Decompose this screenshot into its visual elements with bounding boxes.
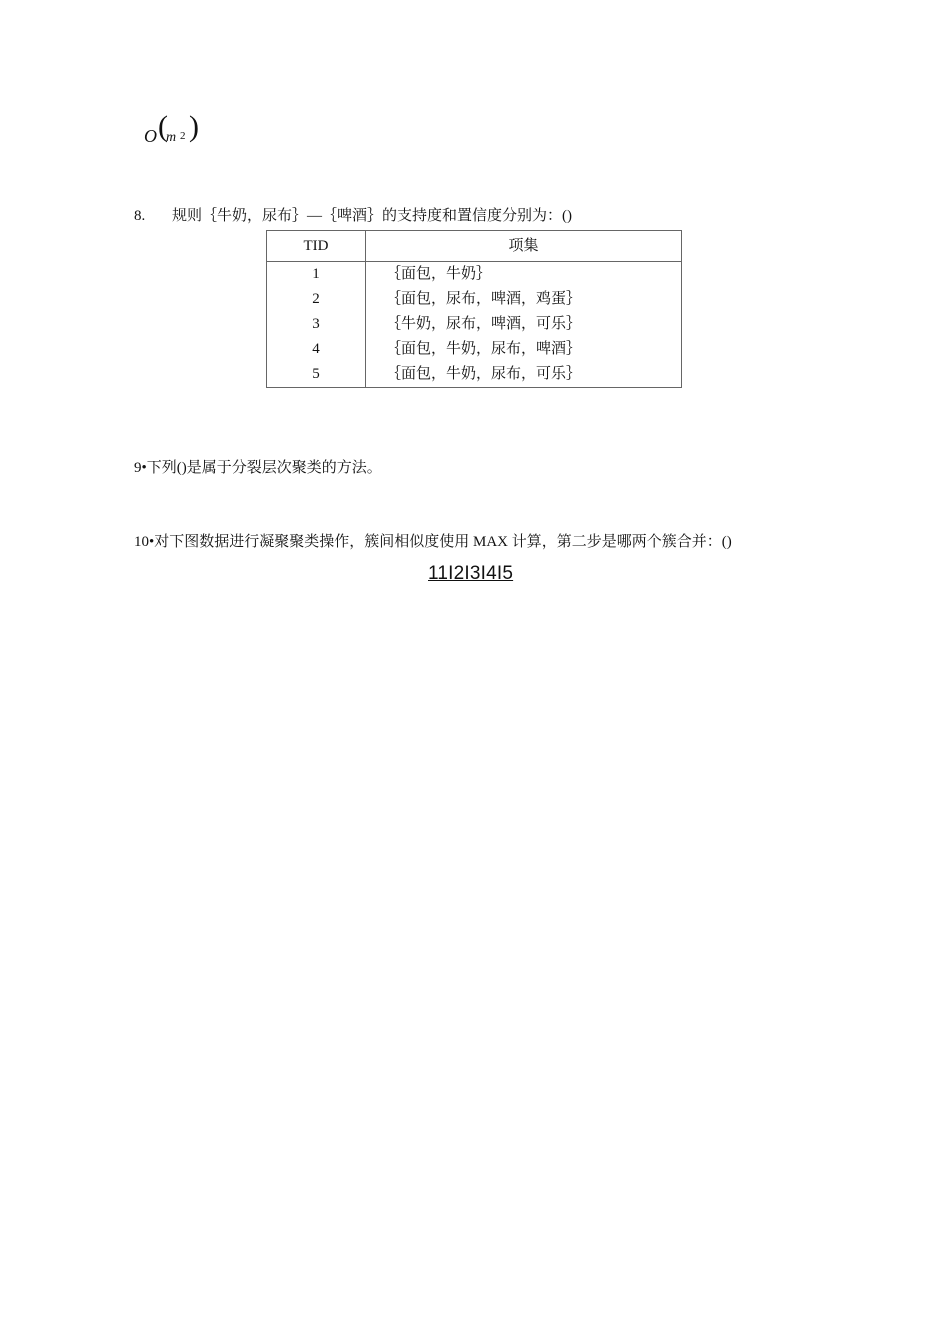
question-10: 10•对下图数据进行凝聚聚类操作，簇间相似度使用 MAX 计算，第二步是哪两个簇合并：() xyxy=(134,534,732,550)
table-row xyxy=(267,362,682,388)
table-row xyxy=(267,287,682,312)
header-itemset: 项集 xyxy=(366,231,682,262)
cell-tid: 2 xyxy=(267,287,366,312)
question-8 xyxy=(134,204,572,225)
cell-itemset: ｛面包，尿布，啤酒，鸡蛋｝ xyxy=(366,287,682,312)
formula-left-paren: ( xyxy=(158,110,168,143)
formula-right-paren: ) xyxy=(189,110,199,143)
formula-exponent: 2 xyxy=(180,130,186,142)
cell-itemset: ｛面包，牛奶，尿布，啤酒｝ xyxy=(366,337,682,362)
cell-tid: 5 xyxy=(267,362,366,388)
question-8-number: 8. xyxy=(134,208,146,224)
transaction-table xyxy=(266,230,682,388)
cell-tid: 1 xyxy=(267,262,366,288)
cell-tid: 3 xyxy=(267,312,366,337)
question-8-text: 规则｛牛奶，尿布｝—｛啤酒｝的支持度和置信度分别为：() xyxy=(172,208,572,224)
cell-itemset: ｛牛奶，尿布，啤酒，可乐｝ xyxy=(366,312,682,337)
cluster-figure-label: 11I2I3I4I5 xyxy=(428,563,514,584)
question-9: 9•下列()是属于分裂层次聚类的方法。 xyxy=(134,460,382,476)
cell-itemset: ｛面包，牛奶，尿布，可乐｝ xyxy=(366,362,682,388)
cell-tid: 4 xyxy=(267,337,366,362)
header-tid: TID xyxy=(267,231,366,262)
table-row xyxy=(267,262,682,288)
table-row xyxy=(267,312,682,337)
formula-m: m xyxy=(166,130,177,145)
formula-o: O xyxy=(144,126,157,146)
table-header-row xyxy=(267,231,682,262)
cell-itemset: ｛面包，牛奶｝ xyxy=(366,262,682,288)
table-row xyxy=(267,337,682,362)
